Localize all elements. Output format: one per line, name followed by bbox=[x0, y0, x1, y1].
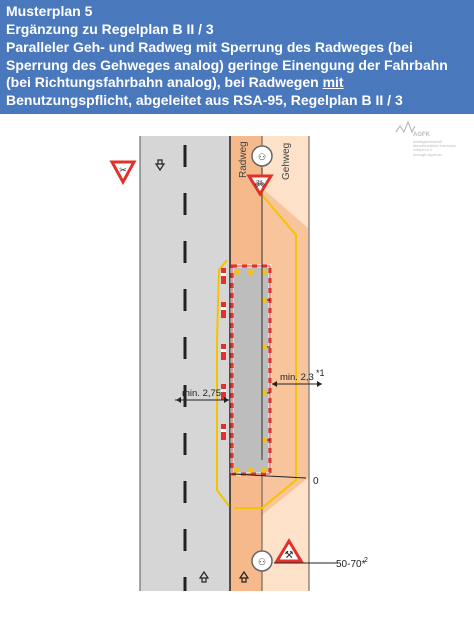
agfk-logo bbox=[396, 122, 456, 157]
arrowhead bbox=[317, 381, 322, 387]
lamp bbox=[261, 467, 267, 473]
gehweg-label: Gehweg bbox=[281, 142, 292, 180]
description-line-1: Paralleler Geh- und Radweg mit Sperrung des Radweges (bei bbox=[6, 39, 413, 55]
min-width-left-label: min. 2,75 bbox=[182, 388, 222, 399]
lamp bbox=[234, 269, 240, 275]
description-line-2: Sperrung des Gehweges analog) geringe Einengung der Fahrbahn bbox=[6, 57, 448, 73]
description-line-3: (bei Richtungsfahrbahn analog), bei Radwegen mit bbox=[6, 74, 344, 90]
pedestrian-bottom-icon: ⚇ bbox=[257, 557, 267, 567]
footnote-2-label: 2 bbox=[364, 557, 368, 564]
agfk-name: AGFK bbox=[413, 132, 430, 138]
agfk-logo-mark-icon bbox=[396, 122, 415, 132]
lamp bbox=[248, 467, 254, 473]
pedestrian-icon: ⚇ bbox=[257, 152, 267, 162]
emphasis-mit: mit bbox=[322, 74, 344, 90]
lamp bbox=[248, 269, 254, 275]
footnote-1-label: *1 bbox=[316, 368, 325, 378]
agfk-line-3: in Bayern e.V. bbox=[413, 148, 433, 152]
radweg-label: Radweg bbox=[238, 141, 249, 178]
yield-triangle-glyph: ✂ bbox=[119, 165, 127, 175]
agfk-line-1: Arbeitsgemeinschaft bbox=[413, 140, 442, 144]
agfk-line-2: fahrradfreundliche Kommunen bbox=[413, 144, 456, 148]
roadworks-worker-icon: ⚒ bbox=[284, 550, 294, 561]
lamp bbox=[234, 467, 240, 473]
description-line-4: Benutzungspflicht, abgeleitet aus RSA-95, Regelplan B II / 3 bbox=[6, 92, 403, 108]
bicycle-icon: 🚲︎ bbox=[254, 179, 266, 188]
plan-number: Musterplan 5 bbox=[6, 3, 93, 19]
min-width-right-label: min. 2,3 bbox=[280, 372, 314, 383]
agfk-url: www.agfk-bayern.de bbox=[413, 153, 442, 157]
plan-subtitle: Ergänzung zu Regelplan B II / 3 bbox=[6, 21, 214, 37]
zero-label: 0 bbox=[313, 476, 319, 487]
distance-label: 50-70* bbox=[336, 559, 366, 570]
